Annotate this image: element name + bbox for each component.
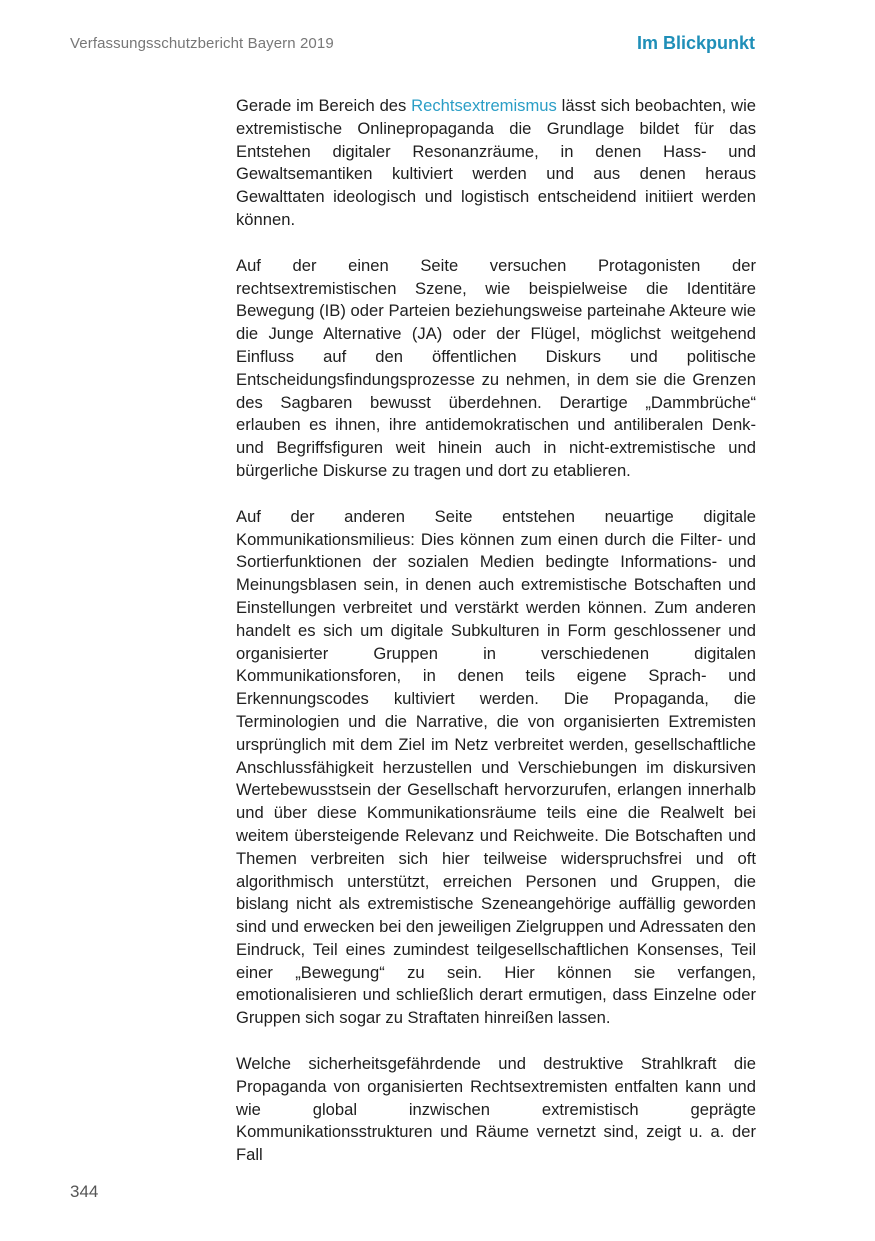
paragraph-1 [236,95,756,232]
page-number: 344 [70,1182,99,1201]
term-link-rechtsextremismus[interactable]: Rechtsextremismus [411,96,557,115]
paragraph-2: Auf der einen Seite versuchen Protagonisten der rechtsextremistischen Szene, wie beispielweise die Identitäre Bewegung (IB) oder Parteien beziehungsweise parteinahe Akteure wie die Junge Alternative (JA) oder der Flügel, möglichst weitgehend Einfluss auf den öffentlichen Diskurs und politische Entscheidungsfindungsprozesse zu nehmen, in dem sie die Grenzen des Sagbaren bewusst überdehnen. Derartige „Dammbrüche“ erlauben es ihnen, ihre antidemokratischen und antiliberalen Denk- und Begriffsfiguren weit hinein auch in nicht-extremistische und bürgerliche Diskurse zu tragen und dort zu etablieren. [236,255,756,480]
paragraph-3: Auf der anderen Seite entstehen neuartige digitale Kommunikationsmilieus: Dies können zum einen durch die Filter- und Sortierfunktionen der sozialen Medien bedingte Informations- und Meinungsblasen sein, in denen auch extremistische Botschaften und Einstellungen verbreitet und verstärkt werden können. Zum anderen handelt es sich um digitale Subkulturen in Form geschlossener und organisierter Gruppen in verschiedenen digitalen Kommunikationsforen, in denen teils eigene Sprach- und Erkennungscodes kultiviert werden. Die Propaganda, die Terminologien und die Narrative, die von organisierten Extremisten ursprünglich mit dem Ziel im Netz verbreitet werden, gesellschaftliche Anschlussfähigkeit herzustellen und Verschiebungen im diskursiven Wertebewusstsein der Gesellschaft hervorzurufen, erlangen innerhalb und über diese Kommunikationsräume teils eine die Realwelt bei weitem übersteigende Relevanz und Reichweite. Die Botschaften und Themen verbreiten sich hier teilweise widerspruchsfrei und oft algorithmisch unterstützt, erreichen Personen und Gruppen, die bislang nicht als extremistische Szeneangehörige auffällig geworden sind und erwecken bei den jeweiligen Zielgruppen und Adressaten den Eindruck, Teil eines zumindest teilgesellschaftlichen Konsenses, Teil einer „Bewegung“ zu sein. Hier können sie verfangen, emotionalisieren und schließlich derart ermutigen, dass Einzelne oder Gruppen sich sogar zu Straftaten hinreißen lassen. [236,506,756,1028]
section-title: Im Blickpunkt [636,33,755,53]
paragraph-4: Welche sicherheitsgefährdende und destruktive Strahlkraft die Propaganda von organisierten Rechtsextremisten entfalten kann und wie global inzwischen extremistisch geprägte Kommunikationsstrukturen und Räume vernetzt sind, zeigt u. a. der Fall [236,1054,756,1165]
main-text [236,95,756,1190]
document-title: Verfassungsschutzbericht Bayern 2019 [70,35,334,52]
paragraph-1-end: lässt sich beobachten, wie extremistische Onlinepropaganda die Grundlage bildet für das Entstehen digitaler Resonanzräume, in denen Hass- und Gewaltsemantiken kultiviert werden und aus denen heraus Gewalttaten ideologisch und logistisch entscheidend initiiert werden können. [236,96,756,229]
paragraph-1-start: Gerade im Bereich des [236,96,412,115]
